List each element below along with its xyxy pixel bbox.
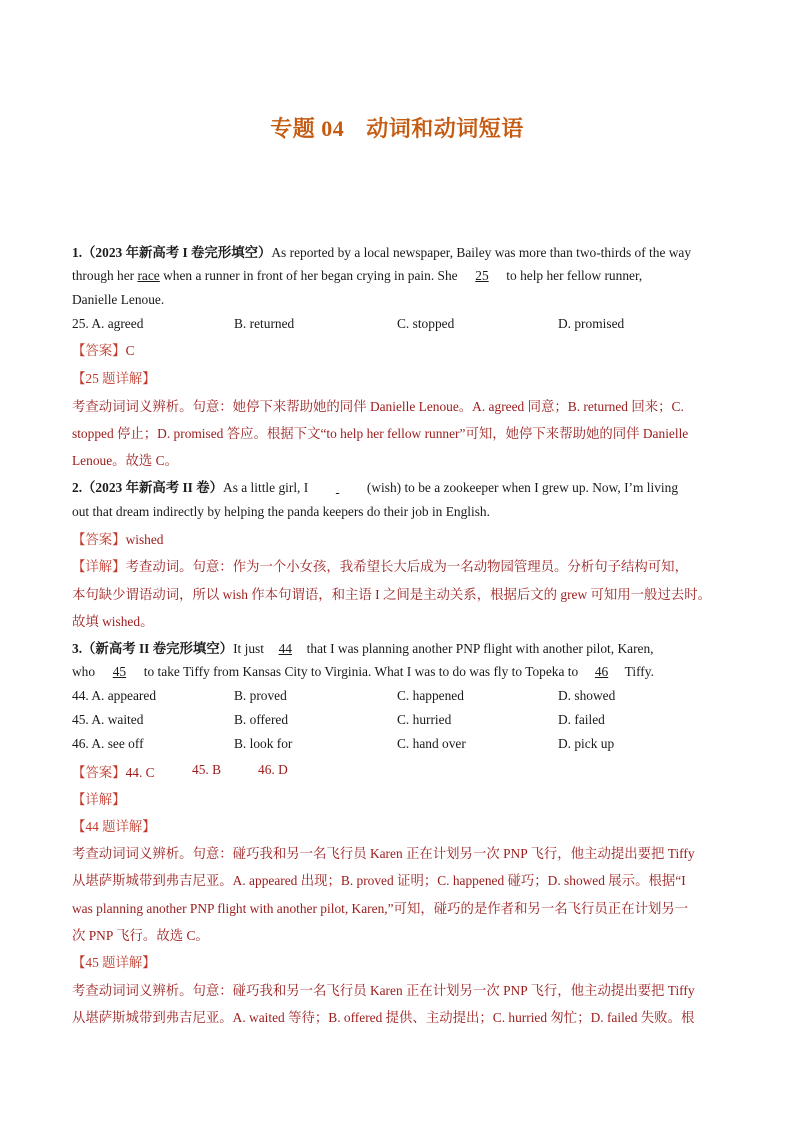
blank-wish	[312, 480, 364, 496]
blank-44: 44	[278, 641, 292, 656]
q2-detail-2: 本句缺少谓语动词，所以 wish 作本句谓语，和主语 I 之间是主动关系，根据后文的 grew 可知用一般过去时。	[72, 587, 712, 602]
option: C. hurried	[397, 712, 452, 727]
option: 25. A. agreed	[72, 316, 144, 331]
blank-46: 46	[594, 664, 609, 679]
q3-detail-label: 【详解】	[72, 792, 126, 807]
title-prefix: 专题 04	[270, 116, 345, 141]
option: C. happened	[397, 688, 464, 703]
q3-d45-1: 考查动词词义辨析。句意：碰巧我和另一名飞行员 Karen 正在计划另一次 PNP 飞行，他主动提出要把 Tiffy	[72, 983, 695, 998]
q3-d45-2: 从堪萨斯城带到弗吉尼亚。A. waited 等待；B. offered 提供、主动提出；C. hurried 匆忙；D. failed 失败。根	[72, 1010, 695, 1025]
option: 44. A. appeared	[72, 688, 157, 703]
option: C. hand over	[397, 736, 466, 751]
q1-source: （2023 年新高考 I 卷完形填空）	[82, 245, 272, 260]
option: D. showed	[558, 688, 616, 703]
q3-line2: who 45 to take Tiffy from Kansas City to Virginia. What I was to do was fly to Topeka to 46 Tiffy.	[72, 664, 654, 679]
q2-line2: out that dream indirectly by helping the panda keepers do their job in English.	[72, 504, 490, 519]
q1-detail-label: 【25 题详解】	[72, 371, 156, 386]
q2-detail-3: 故填 wished。	[72, 614, 154, 629]
option: B. offered	[234, 712, 289, 727]
q1-line1: 1.（2023 年新高考 I 卷完形填空）As reported by a local newspaper, Bailey was more than two-thirds of the way	[72, 245, 692, 260]
q2-source: （2023 年新高考 II 卷）	[82, 480, 224, 495]
q3-source: （新高考 II 卷完形填空）	[82, 641, 234, 656]
option: C. stopped	[397, 316, 455, 331]
option: 46. A. see off	[72, 736, 144, 751]
title-main: 动词和动词短语	[366, 116, 524, 141]
q1-line2: through her race when a runner in front of her began crying in pain. She 25 to help her fellow runner,	[72, 268, 643, 283]
q3-d44-1: 考查动词词义辨析。句意：碰巧我和另一名飞行员 Karen 正在计划另一次 PNP 飞行，他主动提出要把 Tiffy	[72, 846, 695, 861]
q3-d44-2: 从堪萨斯城带到弗吉尼亚。A. appeared 出现；B. proved 证明；C. happened 碰巧；D. showed 展示。根据“I	[72, 873, 686, 888]
blank-25: 25	[475, 268, 489, 283]
option: D. failed	[558, 712, 605, 727]
q3-d44-4: 次 PNP 飞行。故选 C。	[72, 928, 209, 943]
q3-line1: 3.（新高考 II 卷完形填空）It just 44 that I was planning another PNP flight with another pilot, Karen,	[72, 641, 654, 656]
q1-detail-2: stopped 停止；D. promised 答应。根据下文“to help her fellow runner”可知，她停下来帮助她的同伴 Danielle	[72, 426, 689, 441]
q3-d45-label: 【45 题详解】	[72, 955, 156, 970]
q2-detail-1: 【详解】考查动词。句意：作为一个小女孩，我希望长大后成为一名动物园管理员。分析句子结构可知，	[72, 559, 688, 574]
q1-detail-3: Lenoue。故选 C。	[72, 453, 178, 468]
q1-answer: 【答案】C	[72, 343, 135, 358]
option: B. proved	[234, 688, 287, 703]
q2-line1: 2.（2023 年新高考 II 卷）As a little girl, I (wish) to be a zookeeper when I grew up. Now, I’m living	[72, 480, 679, 495]
option: B. look for	[234, 736, 293, 751]
q2-answer: 【答案】wished	[72, 532, 164, 547]
option: B. returned	[234, 316, 295, 331]
option: D. promised	[558, 316, 625, 331]
blank-45: 45	[112, 664, 127, 679]
q3-answer: 【答案】44. C 45. B 46. D	[72, 762, 288, 780]
q3-d44-label: 【44 题详解】	[72, 819, 156, 834]
q1-detail-1: 考查动词词义辨析。句意：她停下来帮助她的同伴 Danielle Lenoue。A. agreed 同意；B. returned 回来；C.	[72, 399, 684, 414]
q1-line3: Danielle Lenoue.	[72, 292, 165, 307]
page-title	[0, 112, 794, 143]
option: D. pick up	[558, 736, 615, 751]
q3-d44-3: was planning another PNP flight with another pilot, Karen,”可知，碰巧的是作者和另一名飞行员正在计划另一	[72, 901, 689, 916]
option: 45. A. waited	[72, 712, 144, 727]
